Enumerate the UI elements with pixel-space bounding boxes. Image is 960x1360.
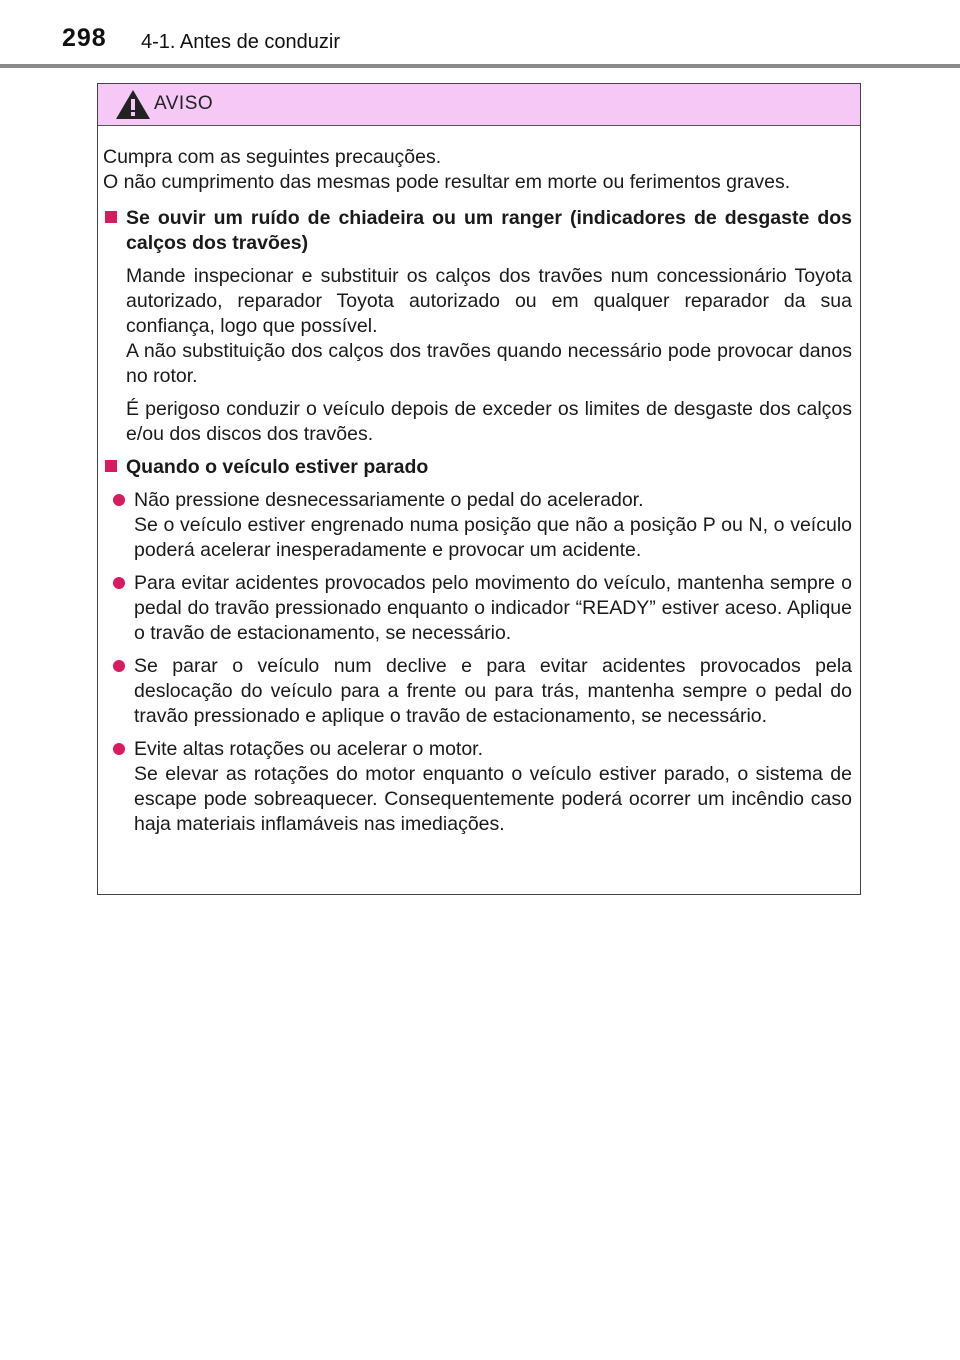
section-heading-text: Se ouvir um ruído de chiadeira ou um ranger (indicadores de desgaste dos calços dos travões) — [126, 207, 852, 254]
section-paragraph — [103, 397, 852, 447]
warning-body — [98, 126, 860, 837]
warning-intro — [103, 145, 852, 195]
warning-header — [98, 84, 860, 126]
bullet-line: Se o veículo estiver engrenado numa posição que não a posição P ou N, o veículo poderá acelerar inesperadamente e provocar um acidente. — [134, 514, 852, 561]
round-bullet-icon — [113, 743, 125, 755]
intro-line: Cumpra com as seguintes precauções. — [103, 146, 442, 168]
bullet-line: Não pressione desnecessariamente o pedal do acelerador. — [134, 489, 644, 511]
section-paragraph — [103, 264, 852, 389]
section-heading — [103, 206, 852, 256]
paragraph-line: Mande inspecionar e substituir os calços dos travões num concessionário Toyota autorizado, reparador Toyota autorizado ou em qualquer reparador da sua confiança, logo que possível. — [126, 265, 852, 337]
paragraph-line: A não substituição dos calços dos travões quando necessário pode provocar danos no rotor. — [126, 340, 852, 387]
bullet-item — [103, 571, 852, 646]
bullet-item — [103, 488, 852, 563]
bullet-item — [103, 737, 852, 837]
warning-box — [97, 83, 861, 895]
bullet-item — [103, 654, 852, 729]
bullet-line: Se parar o veículo num declive e para evitar acidentes provocados pela deslocação do veículo para a frente ou para trás, mantenha sempre o pedal do travão pressionado e aplique o travão de estacionamento, se necessário. — [134, 655, 852, 727]
page-number: 298 — [62, 24, 107, 52]
paragraph-line: É perigoso conduzir o veículo depois de exceder os limites de desgaste dos calços e/ou dos discos dos travões. — [126, 398, 852, 445]
bullet-line: Evite altas rotações ou acelerar o motor. — [134, 738, 484, 760]
bullet-line: Se elevar as rotações do motor enquanto o veículo estiver parado, o sistema de escape pode sobreaquecer. Consequentemente poderá ocorrer um incêndio caso haja materiais inflamáveis nas imediações. — [134, 763, 852, 835]
square-bullet-icon — [105, 460, 117, 472]
warning-label: AVISO — [154, 93, 214, 114]
bullet-line: Para evitar acidentes provocados pelo movimento do veículo, mantenha sempre o pedal do travão pressionado enquanto o indicador “READY” estiver aceso. Aplique o travão de estacionamento, se necessário. — [134, 572, 852, 644]
round-bullet-icon — [113, 660, 125, 672]
round-bullet-icon — [113, 494, 125, 506]
section-heading-text: Quando o veículo estiver parado — [126, 456, 429, 478]
intro-line: O não cumprimento das mesmas pode resultar em morte ou ferimentos graves. — [103, 171, 791, 193]
warning-triangle-icon — [115, 89, 151, 120]
page-header — [0, 0, 960, 70]
header-rule — [0, 64, 960, 68]
section-title: 4-1. Antes de conduzir — [141, 31, 341, 53]
section-heading — [103, 455, 852, 480]
round-bullet-icon — [113, 577, 125, 589]
square-bullet-icon — [105, 211, 117, 223]
